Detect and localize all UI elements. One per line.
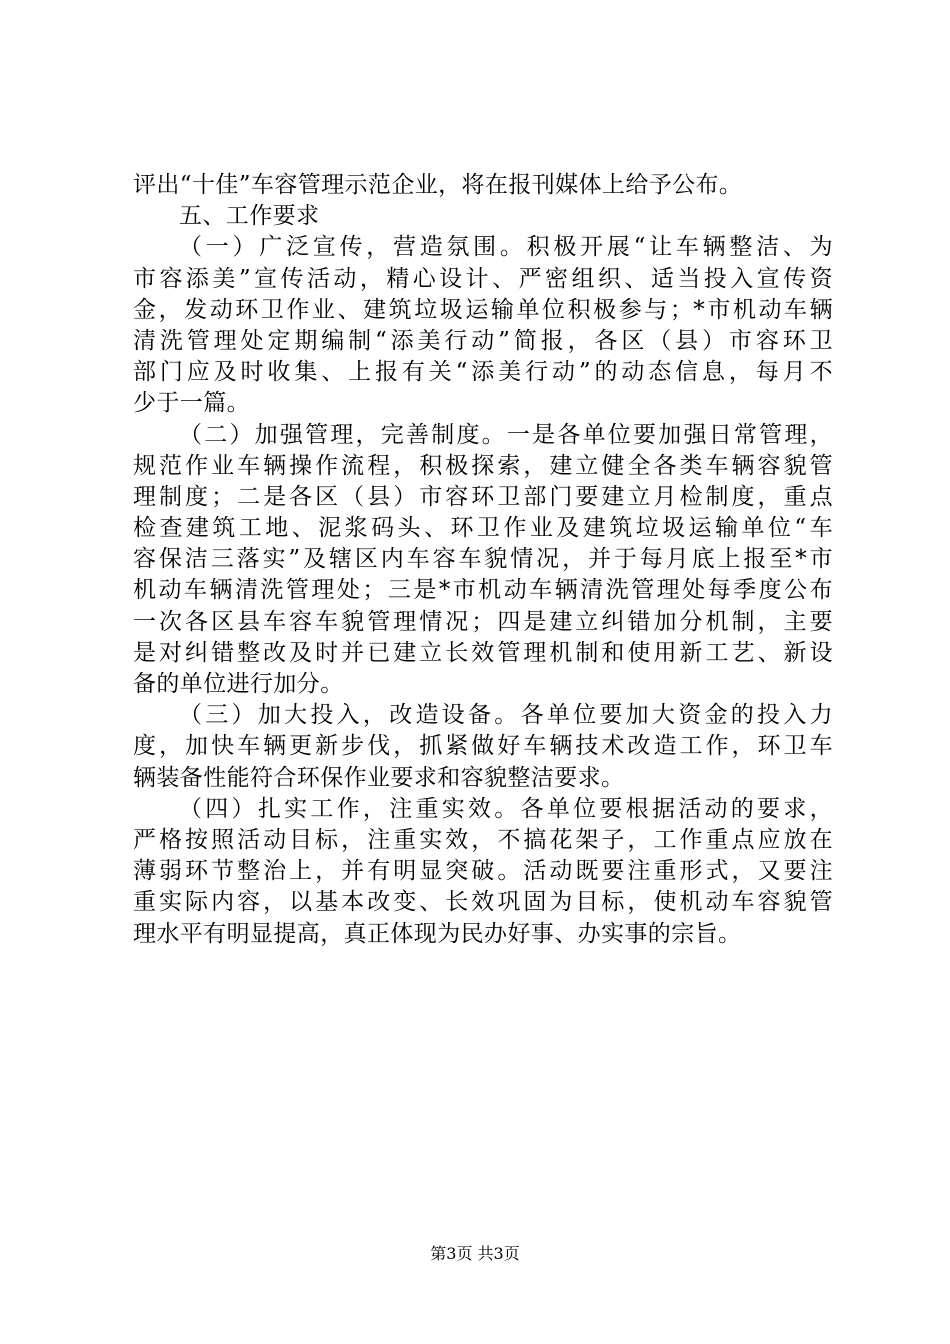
paragraph-4-line: 严格按照活动目标，注重实效，不搞花架子，工作重点应放在 bbox=[133, 826, 833, 853]
paragraph-1-line: 少于一篇。 bbox=[133, 390, 250, 417]
paragraph-3-line: （三）加大投入，改造设备。各单位要加大资金的投入力 bbox=[179, 702, 833, 729]
paragraph-4-line: 薄弱环节整治上，并有明显突破。活动既要注重形式，又要注 bbox=[133, 858, 833, 885]
paragraph-2-line: 容保洁三落实”及辖区内车容车貌情况，并于每月底上报至*市 bbox=[133, 546, 833, 573]
page-number: 第3页 共3页 bbox=[430, 1244, 520, 1263]
paragraph-4-line: 重实际内容，以基本改变、长效巩固为目标，使机动车容貌管 bbox=[133, 889, 833, 916]
section-heading: 五、工作要求 bbox=[179, 203, 320, 230]
paragraph-2-line: 规范作业车辆操作流程，积极探索，建立健全各类车辆容貌管 bbox=[133, 452, 833, 479]
paragraph-2-line: 机动车辆清洗管理处；三是*市机动车辆清洗管理处每季度公布 bbox=[133, 577, 833, 604]
paragraph-2-line: 理制度；二是各区（县）市容环卫部门要建立月检制度，重点 bbox=[133, 483, 833, 510]
text-line: 评出“十佳”车容管理示范企业，将在报刊媒体上给予公布。 bbox=[133, 172, 743, 198]
paragraph-1-line: 金，发动环卫作业、建筑垃圾运输单位积极参与；*市机动车辆 bbox=[133, 296, 833, 323]
paragraph-2-line: 检查建筑工地、泥浆码头、环卫作业及建筑垃圾运输单位“车 bbox=[133, 515, 833, 542]
paragraph-4-line: （四）扎实工作，注重实效。各单位要根据活动的要求， bbox=[179, 795, 833, 822]
document-body bbox=[133, 170, 833, 950]
paragraph-1-line: 清洗管理处定期编制“添美行动”简报，各区（县）市容环卫 bbox=[133, 327, 833, 354]
paragraph-4-line: 理水平有明显提高，真正体现为民办好事、办实事的宗旨。 bbox=[133, 920, 742, 947]
paragraph-1-line: （一）广泛宣传，营造氛围。积极开展“让车辆整洁、为 bbox=[179, 234, 833, 261]
paragraph-1-line: 市容添美”宣传活动，精心设计、严密组织、适当投入宣传资 bbox=[133, 265, 833, 292]
paragraph-1-line: 部门应及时收集、上报有关“添美行动”的动态信息，每月不 bbox=[133, 359, 833, 386]
paragraph-3-line: 度，加快车辆更新步伐，抓紧做好车辆技术改造工作，环卫车 bbox=[133, 733, 833, 760]
paragraph-2-line: 备的单位进行加分。 bbox=[133, 671, 344, 697]
paragraph-3-line: 辆装备性能符合环保作业要求和容貌整洁要求。 bbox=[133, 764, 625, 791]
paragraph-2-line: （二）加强管理，完善制度。一是各单位要加强日常管理， bbox=[179, 421, 833, 448]
paragraph-2-line: 是对纠错整改及时并已建立长效管理机制和使用新工艺、新设 bbox=[133, 639, 833, 666]
paragraph-2-line: 一次各区县车容车貌管理情况；四是建立纠错加分机制，主要 bbox=[133, 608, 833, 635]
